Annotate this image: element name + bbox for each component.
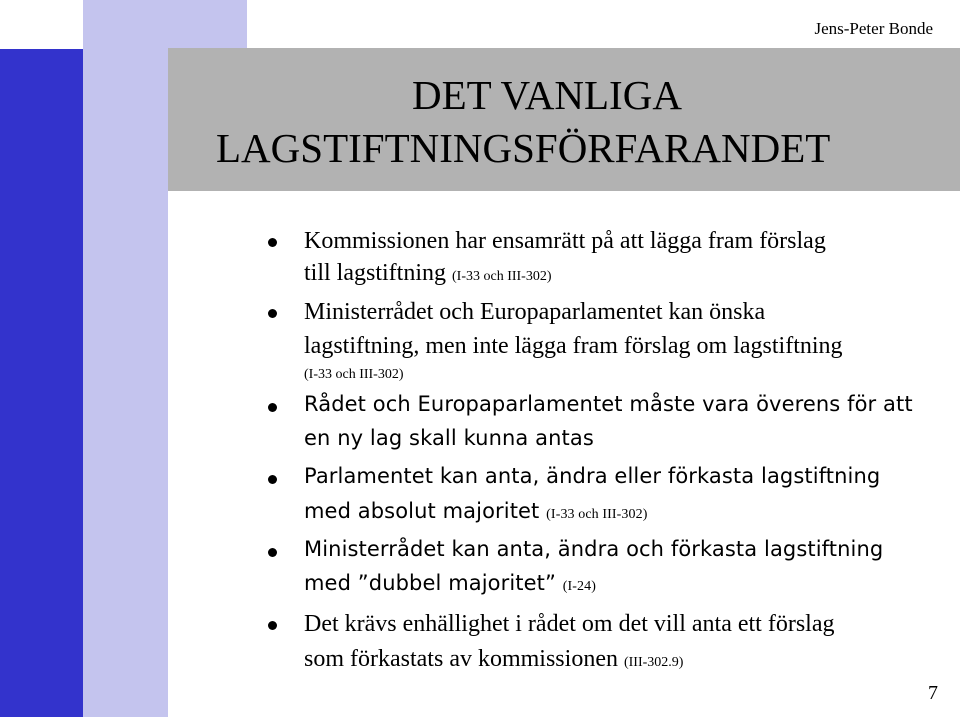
bullet-2-dot — [268, 309, 277, 318]
bullet-5-text: med ”dubbel majoritet” — [304, 571, 556, 595]
bullet-1-line-1: Kommissionen har ensamrätt på att lägga fram förslag — [304, 228, 826, 254]
bullet-2-line-1: Ministerrådet och Europaparlamentet kan önska — [304, 299, 766, 325]
bullet-4-line-1: Parlamentet kan anta, ändra eller förkasta lagstiftning — [304, 464, 881, 488]
bullet-4-text: med absolut majoritet — [304, 499, 540, 523]
bullet-6-line-2 — [304, 647, 683, 671]
bullet-5-line-2 — [304, 573, 596, 594]
bullet-1-line-2 — [304, 261, 552, 285]
bullet-6-dot — [268, 621, 277, 630]
bullet-3-line-1: Rådet och Europaparlamentet måste vara överens för att — [304, 392, 913, 416]
bullet-4-line-2 — [304, 501, 647, 522]
bullet-1-dot — [268, 238, 277, 247]
slide-title-line-1: DET VANLIGA — [412, 72, 682, 118]
page-number: 7 — [928, 682, 938, 704]
bullet-2-ref: (I-33 och III-302) — [304, 367, 404, 382]
author-name: Jens-Peter Bonde — [814, 19, 933, 38]
slide-body — [168, 191, 960, 717]
bullet-4-dot — [268, 475, 277, 484]
slide-title-line-2: LAGSTIFTNINGSFÖRFARANDET — [216, 125, 831, 171]
decor-blue-band — [0, 49, 83, 717]
bullet-6-text: som förkastats av kommissionen — [304, 646, 618, 672]
bullet-4-ref: (I-33 och III-302) — [546, 507, 648, 522]
bullet-3-dot — [268, 403, 277, 412]
bullet-6-line-1: Det krävs enhällighet i rådet om det vill anta ett förslag — [304, 611, 835, 637]
bullet-5-dot — [268, 548, 277, 557]
bullet-5-ref: (I-24) — [562, 579, 596, 594]
bullet-1-text: till lagstiftning — [304, 260, 446, 286]
bullet-3-line-2: en ny lag skall kunna antas — [304, 426, 594, 450]
bullet-5-line-1: Ministerrådet kan anta, ändra och förkasta lagstiftning — [304, 537, 884, 561]
bullet-1-ref: (I-33 och III-302) — [452, 269, 552, 284]
bullet-2-line-2: lagstiftning, men inte lägga fram förslag om lagstiftning — [304, 333, 843, 359]
bullet-6-ref: (III-302.9) — [623, 655, 684, 670]
